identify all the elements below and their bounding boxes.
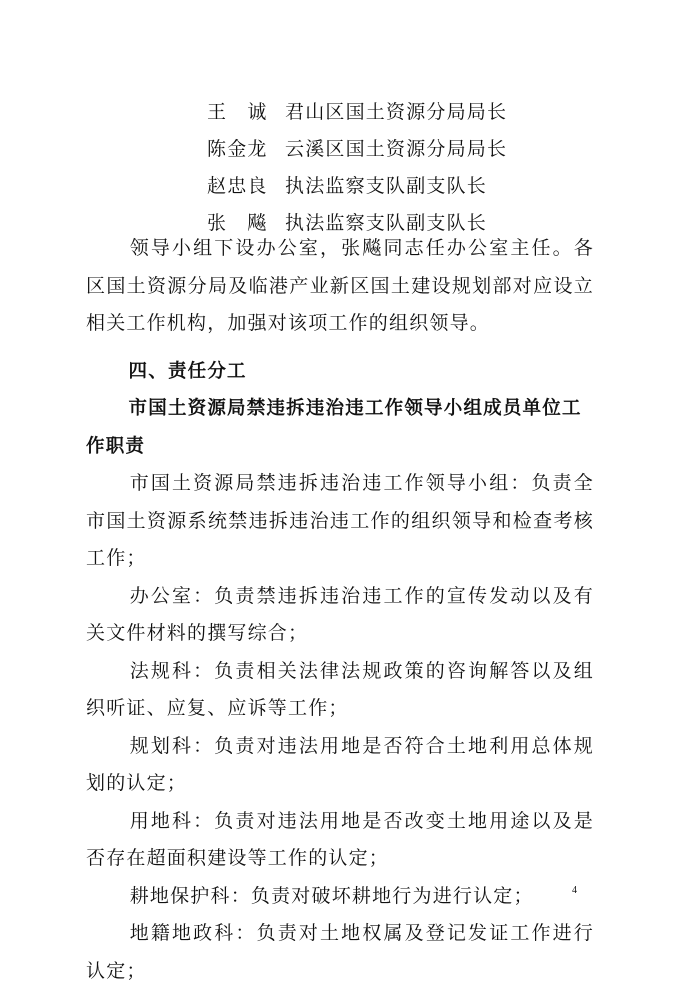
- member-role: 云溪区国土资源分局局长: [285, 138, 508, 160]
- member-row: [207, 92, 507, 129]
- duty-paragraph: 办公室：负责禁违拆违治违工作的宣传发动以及有关文件材料的撰写综合；: [86, 584, 594, 644]
- duty-paragraph: 规划科：负责对违法用地是否符合土地利用总体规划的认定；: [86, 734, 594, 794]
- member-name: 陈金龙: [207, 138, 268, 160]
- duty-paragraph: 用地科：负责对违法用地是否改变土地用途以及是否存在超面积建设等工作的认定；: [86, 809, 594, 869]
- subheading: 市国土资源局禁违拆违治违工作领导小组成员单位工作职责: [86, 398, 582, 457]
- member-row: [207, 166, 507, 203]
- duty-paragraph: 耕地保护科：负责对破坏耕地行为进行认定；: [129, 884, 534, 907]
- duty-paragraph: 市国土资源局禁违拆违治违工作领导小组：负责全市国土资源系统禁违拆违治违工作的组织领导和检查考核工作；: [86, 472, 594, 569]
- member-role: 执法监察支队副支队长: [285, 212, 488, 234]
- member-list: [207, 92, 507, 240]
- member-role: 执法监察支队副支队长: [285, 175, 488, 197]
- duty-paragraph: 地籍地政科：负责对土地权属及登记发证工作进行认定；: [86, 922, 594, 982]
- member-name: 赵忠良: [207, 175, 268, 197]
- section-heading: 四、责任分工: [128, 360, 247, 382]
- member-name: 张 飚: [207, 212, 268, 234]
- member-name: 王 诚: [207, 101, 268, 123]
- member-role: 君山区国土资源分局局长: [285, 101, 508, 123]
- duty-paragraph: 法规科：负责相关法律法规政策的咨询解答以及组织听证、应复、应诉等工作；: [86, 659, 594, 719]
- page-number: 4: [572, 885, 577, 896]
- intro-paragraph: 领导小组下设办公室，张飚同志任办公室主任。各区国土资源分局及临港产业新区国土建设规划部对应设立相关工作机构，加强对该项工作的组织领导。: [86, 237, 594, 334]
- member-row: [207, 129, 507, 166]
- document-body: [86, 230, 594, 990]
